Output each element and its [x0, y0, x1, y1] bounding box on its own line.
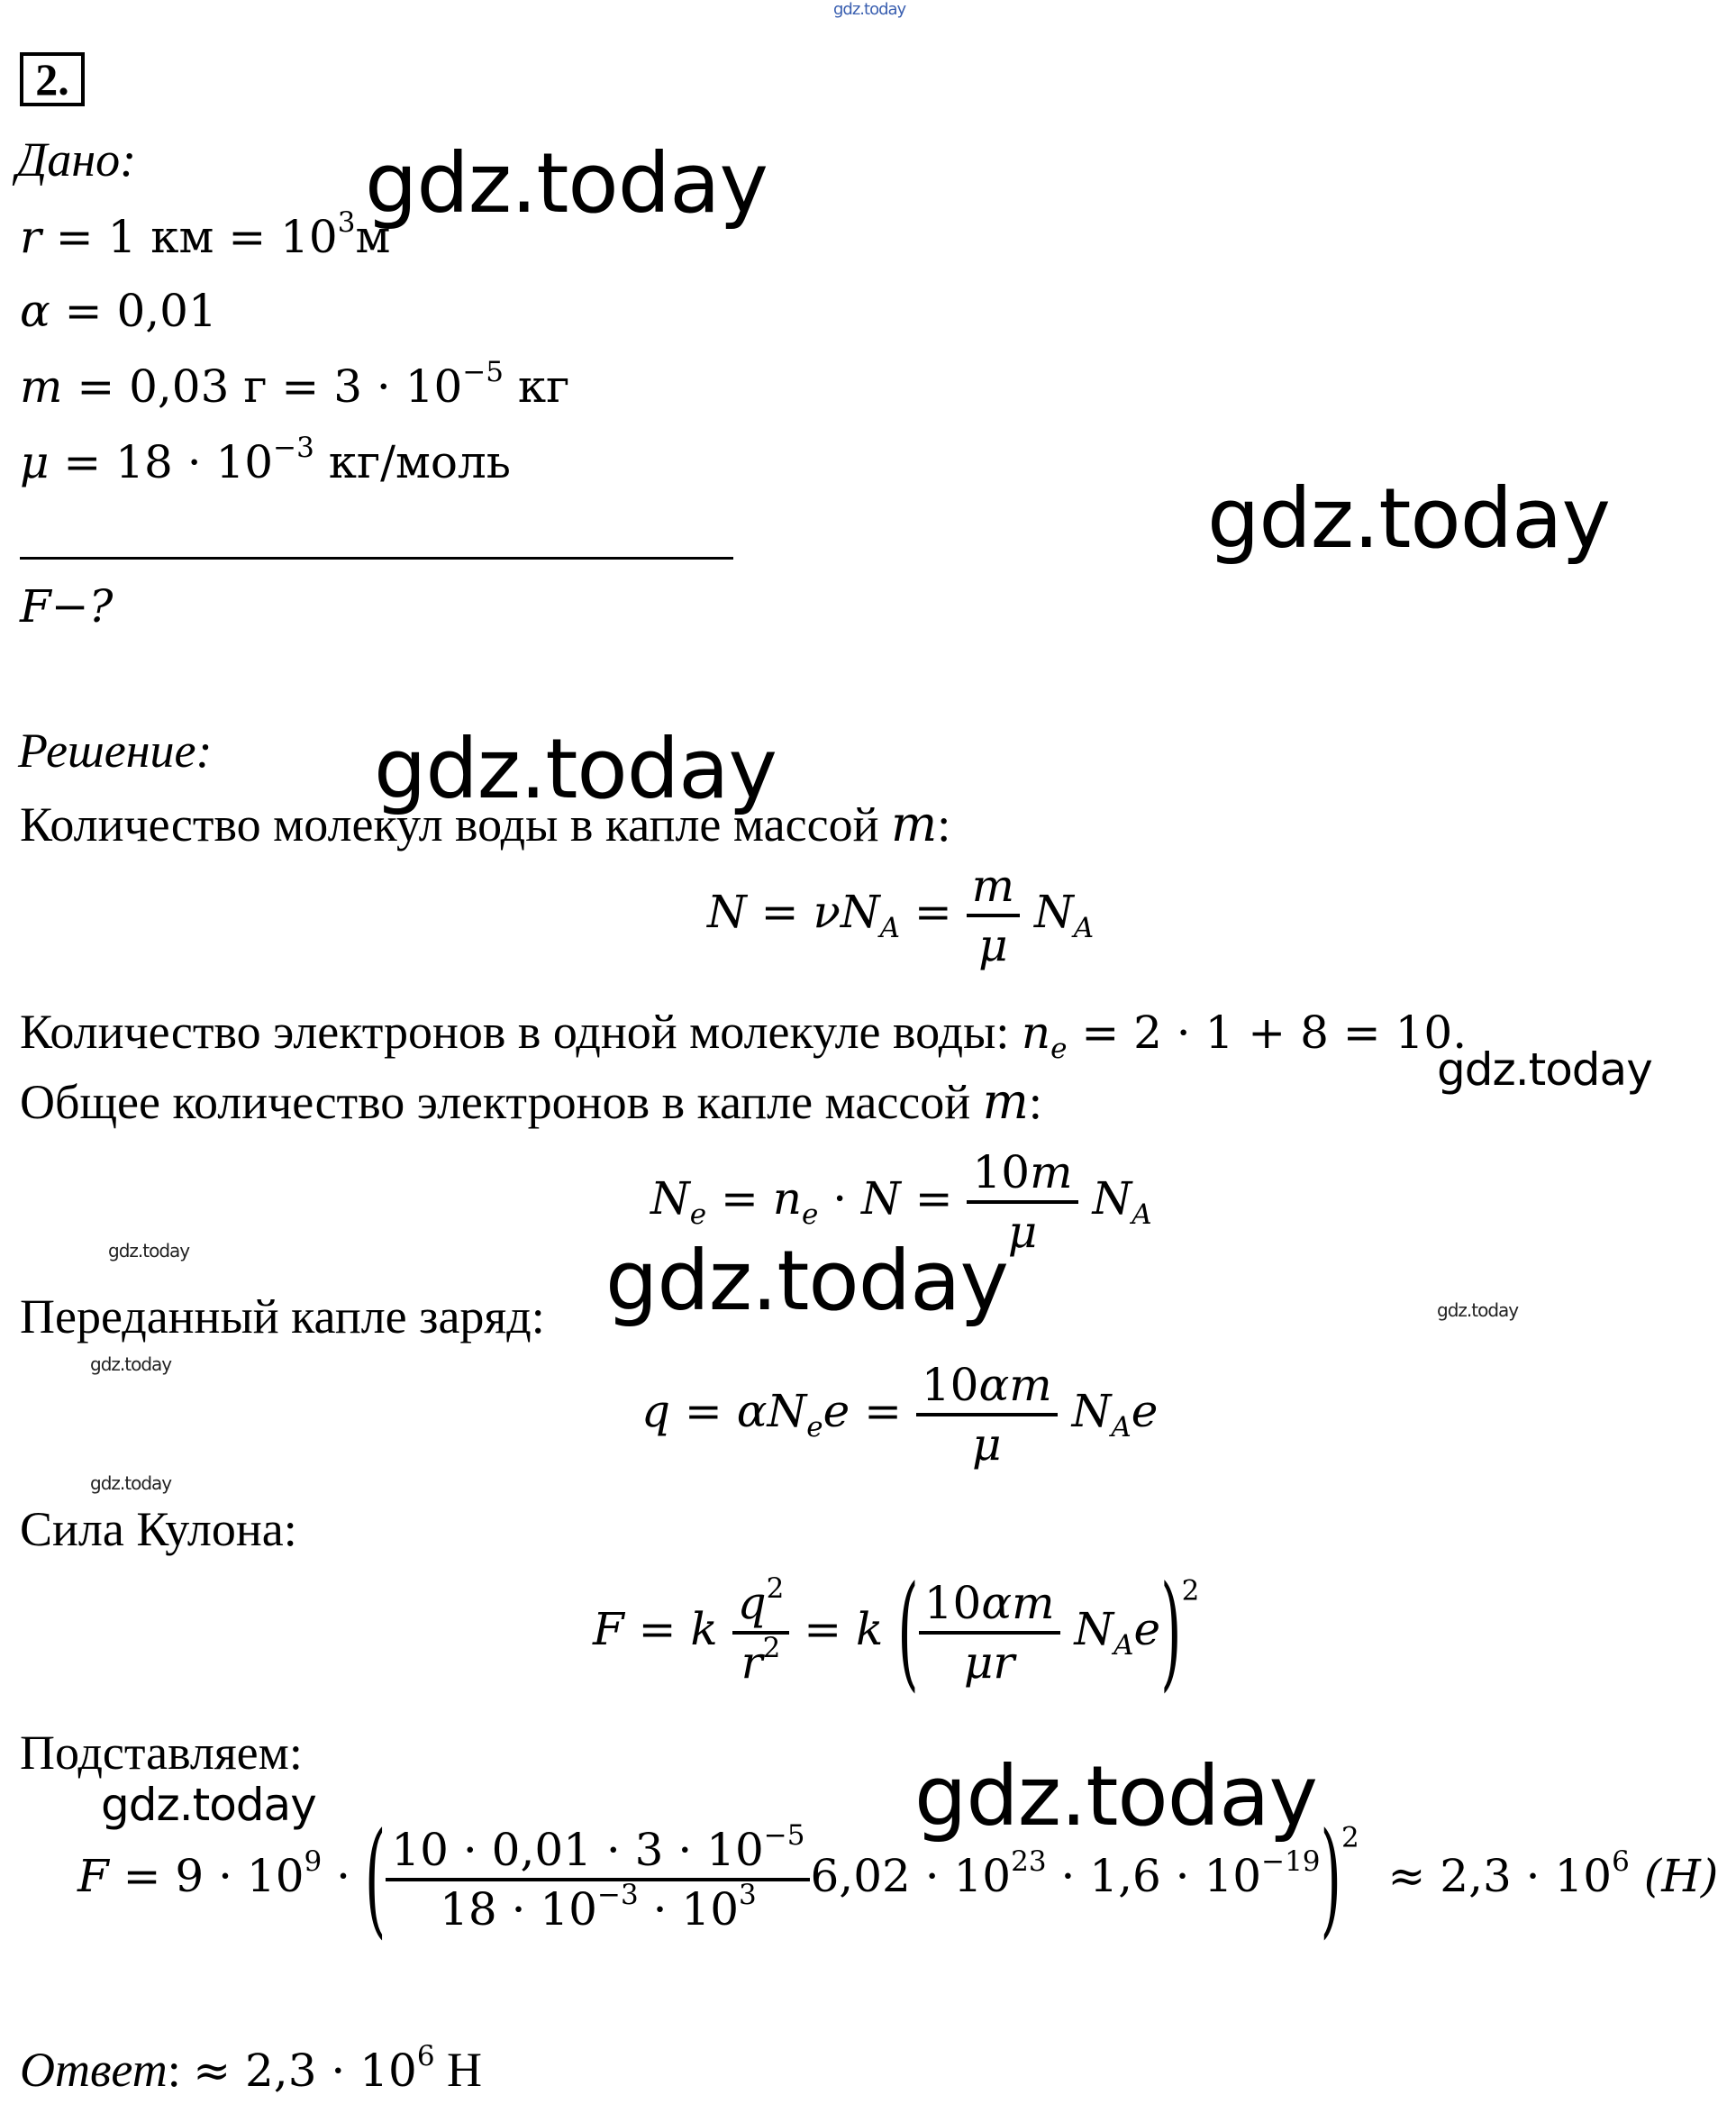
formula-substitution: $F = 9 \cdot 10^9$ · ( $\frac{10 \cdot 0,01 \cdot 3 \cdot 10^{-5}}{18 \cdot 10^{-3} \cdot 10^3}$ $6,02 \cdot 10^{23} \cdot 1,6 \cdot 10^{-19})^2 \approx 2,3 \cdot 10^6$ (H) [77, 1807, 1719, 1953]
problem-number: 2. [20, 52, 85, 106]
watermark-4: gdz.today [1437, 1043, 1652, 1096]
text-line-6: Подставляем: [20, 1726, 303, 1780]
given-mu: $\mu = 18 \cdot 10^{-3}$ кг/моль [20, 431, 511, 488]
text-line-1: Количество молекул воды в капле массой m: [20, 796, 951, 852]
watermark-top: gdz.today [833, 0, 906, 19]
answer-line: Ответ: ≈ $2,3 \cdot 10^6$ Н [20, 2039, 483, 2097]
text-line-4: Переданный капле заряд: [20, 1289, 545, 1343]
given-label: Дано: [16, 132, 137, 187]
given-alpha: α = 0,01 [20, 285, 217, 337]
find-label: F−? [20, 580, 114, 633]
watermark-5: gdz.today [108, 1240, 190, 1261]
watermark-11: gdz.today [914, 1748, 1317, 1844]
solution-label: Решение: [18, 724, 213, 778]
given-m: m = 0,03 $г = 3 \cdot 10^{-5}$ кг [20, 355, 570, 413]
watermark-6: gdz.today [605, 1233, 1008, 1329]
divider-line [20, 557, 733, 560]
formula-N: $N = \nu N_A$ = $\frac{m}{\mu}$ $N_A$ [707, 860, 1095, 971]
formula-F: F = k $\frac{q^2}{r^2}$ = k ( $\frac{10\alpha m}{\mu r}$ $N_Ae)^2$ [593, 1560, 1200, 1706]
watermark-2: gdz.today [1207, 470, 1610, 567]
formula-Ne: $N_e = n_e \cdot N$ = $\frac{10m}{\mu}$ $N_A$ [650, 1146, 1152, 1258]
watermark-8: gdz.today [90, 1353, 172, 1375]
watermark-10: gdz.today [101, 1779, 316, 1831]
text-line-3: Общее количество электронов в капле массой m: [20, 1073, 1042, 1130]
watermark-7: gdz.today [1437, 1299, 1519, 1321]
given-r: r = 1 км = $10^3м$ [20, 205, 391, 263]
formula-q: $q = \alpha N_ee$ = $\frac{10\alpha m}{\mu}$ $N_Ae$ [641, 1359, 1159, 1471]
watermark-1: gdz.today [365, 135, 768, 232]
text-line-5: Сила Кулона: [20, 1502, 297, 1556]
watermark-3: gdz.today [374, 721, 777, 817]
text-line-2: Количество электронов в одной молекуле воды: $n_e = 2 \cdot 1 + 8 = 10$. [20, 1005, 1468, 1065]
watermark-9: gdz.today [90, 1472, 172, 1494]
